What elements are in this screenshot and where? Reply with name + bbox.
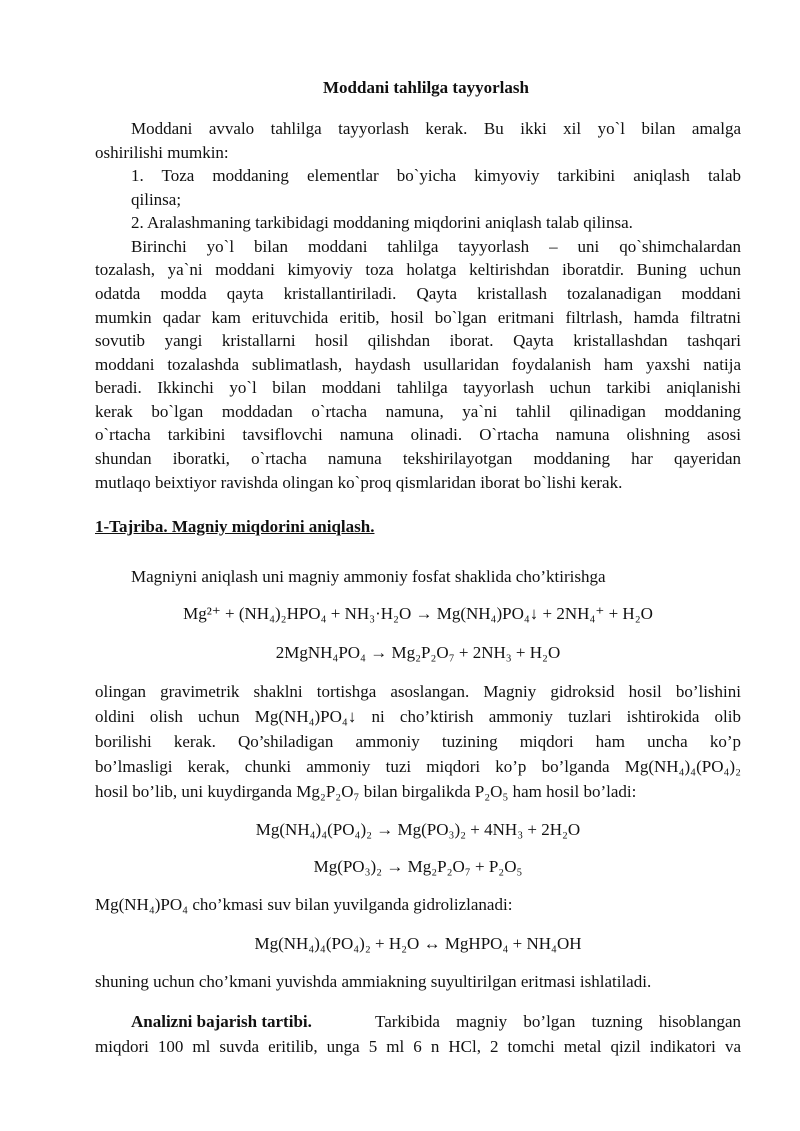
body-line: odatda modda qayta kristallantiriladi. Qayta kristallash tozalanadigan moddani <box>95 284 741 303</box>
body-line: mutlaqo beixtiyor ravishda olingan ko`proq qismlaridan iborat bo`lishi kerak. <box>95 473 623 492</box>
list-item-1: 1. Toza moddaning elementlar bo`yicha kimyoviy tarkibini aniqlash talab <box>131 166 741 185</box>
wash-line: shuning uchun cho’kmani yuvishda ammiakning suyultirilgan eritmasi ishlatiladi. <box>95 972 652 991</box>
procedure-line-2: miqdori 100 ml suvda eritilib, unga 5 ml 6 n HCl, 2 tomchi metal qizil indikatori va <box>95 1037 741 1056</box>
body-line: borilishi kerak. Qo’shiladigan ammoniy tuzining miqdori ham uncha ko’p <box>95 732 741 751</box>
equation-1: Mg²⁺ + (NH₄)₂HPO₄ + NH₃·H₂O → Mg(NH₄)PO₄↓ + 2NH₄⁺ + H₂O <box>183 604 653 623</box>
body-line: o`rtacha tarkibini tavsiflovchi namuna olinadi. O`rtacha namuna olishning asosi <box>95 425 741 444</box>
body-line: beradi. Ikkinchi yo`l bilan moddani tahlilga tayyorlash uchun tarkibi aniqlanishi <box>95 378 741 397</box>
page-title: Moddani tahlilga tayyorlash <box>323 78 529 97</box>
body-line: Birinchi yo`l bilan moddani tahlilga tayyorlash – uni qo`shimchalardan <box>131 237 741 256</box>
intro-line-1: Moddani avvalo tahlilga tayyorlash kerak. Bu ikki xil yo`l bilan amalga <box>131 119 741 138</box>
body-line: olingan gravimetrik shaklni tortishga asoslangan. Magniy gidroksid hosil bo’lishini <box>95 682 741 701</box>
method-intro: Magniyni aniqlash uni magniy ammoniy fosfat shaklida cho’ktirishga <box>131 567 606 586</box>
equation-4: Mg(PO₃)₂ → Mg₂P₂O₇ + P₂O₅ <box>313 857 523 876</box>
body-line: kerak bo`lgan moddadan o`rtacha namuna, ya`ni tahlil qilinadigan moddaning <box>95 402 741 421</box>
section-heading: 1-Tajriba. Magniy miqdorini aniqlash. <box>95 517 375 536</box>
procedure-label-line <box>131 1010 312 1034</box>
intro-line-2: oshirilishi mumkin: <box>95 143 229 162</box>
hydrolysis-line: Mg(NH₄)PO₄ cho’kmasi suv bilan yuvilganda gidrolizlanadi: <box>95 895 513 914</box>
body-line: shundan iboratki, o`rtacha namuna tekshirilayotgan moddaning har qayeridan <box>95 449 741 468</box>
equation-2: 2MgNH₄PO₄ → Mg₂P₂O₇ + 2NH₃ + H₂O <box>275 643 561 662</box>
body-line: sovutib yangi kristallarni hosil qilishdan iborat. Qayta kristallashdan tashqari <box>95 331 741 350</box>
list-item-2: 2. Aralashmaning tarkibidagi moddaning miqdorini aniqlash talab qilinsa. <box>131 213 633 232</box>
procedure-label: Analizni bajarish tartibi. <box>131 1012 312 1031</box>
list-item-1-cont: qilinsa; <box>131 190 182 209</box>
body-line: hosil bo’lib, uni kuydirganda Mg₂P₂O₇ bilan birgalikda P₂O₅ ham hosil bo’ladi: <box>95 782 637 801</box>
equation-3: Mg(NH₄)₄(PO₄)₂ → Mg(PO₃)₂ + 4NH₃ + 2H₂O <box>255 820 581 839</box>
equation-5: Mg(NH₄)₄(PO₄)₂ + H₂O ↔ MgHPO₄ + NH₄OH <box>254 934 582 953</box>
body-line: bo’lmasligi kerak, chunki ammoniy tuzi miqdori ko’p bo’lganda Mg(NH₄)₄(PO₄)₂ <box>95 757 741 776</box>
body-line: tozalash, ya`ni moddani kimyoviy toza holatga keltirishdan iboratdir. Buning uchun <box>95 260 741 279</box>
body-line: moddani tozalashda sublimatlash, haydash usullaridan foydalanish ham yaxshi natija <box>95 355 741 374</box>
body-line: mumkin qadar kam erituvchida eritib, hosil bo`lgan eritmani filtrlash, hamda filtratni <box>95 308 741 327</box>
body-line: oldini olish uchun Mg(NH₄)PO₄↓ ni cho’ktirish ammoniy tuzlari ishtirokida olib <box>95 707 741 726</box>
procedure-line-1: Tarkibida magniy bo’lgan tuzning hisoblangan <box>375 1012 741 1031</box>
